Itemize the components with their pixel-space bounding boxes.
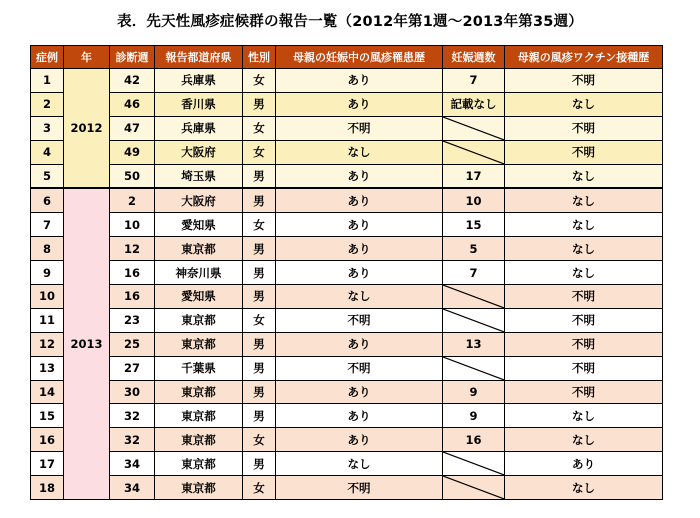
table-row: [31, 213, 663, 237]
cell-prefecture: 香川県: [155, 92, 243, 116]
cell-case: 4: [31, 140, 64, 164]
cell-maternal-history: あり: [276, 261, 443, 285]
cell-prefecture: 埼玉県: [155, 164, 243, 188]
cell-gestation-weeks-na: [443, 140, 505, 164]
cell-maternal-history: あり: [276, 237, 443, 261]
cell-sex: 男: [243, 404, 276, 428]
cell-gestation-weeks: 17: [443, 164, 505, 188]
cell-gestation-weeks: 記載なし: [443, 92, 505, 116]
cell-diagnosis-week: 34: [110, 476, 155, 500]
cell-maternal-vaccine: 不明: [505, 140, 663, 164]
cell-prefecture: 東京都: [155, 380, 243, 404]
cell-maternal-history: あり: [276, 188, 443, 212]
table-row: [31, 356, 663, 380]
cell-maternal-history: あり: [276, 404, 443, 428]
cell-case: 10: [31, 285, 64, 309]
table-row: [31, 164, 663, 188]
cell-maternal-history: 不明: [276, 308, 443, 332]
cell-year: 2012: [64, 69, 110, 189]
cell-gestation-weeks-na: [443, 285, 505, 309]
header-maternal-history: 母親の妊娠中の風疹罹患歴: [276, 46, 443, 69]
diagonal-line-icon: [443, 357, 504, 380]
cell-case: 16: [31, 428, 64, 452]
cell-maternal-vaccine: なし: [505, 428, 663, 452]
cell-diagnosis-week: 32: [110, 428, 155, 452]
cell-maternal-vaccine: なし: [505, 237, 663, 261]
cell-case: 13: [31, 356, 64, 380]
cell-case: 9: [31, 261, 64, 285]
cell-sex: 女: [243, 140, 276, 164]
table-row: [31, 404, 663, 428]
header-row: [31, 46, 663, 69]
diagonal-line-icon: [443, 476, 504, 499]
cell-gestation-weeks: 13: [443, 332, 505, 356]
cell-gestation-weeks: 15: [443, 213, 505, 237]
cell-maternal-vaccine: 不明: [505, 332, 663, 356]
table-row: [31, 140, 663, 164]
cell-maternal-vaccine: 不明: [505, 308, 663, 332]
cell-gestation-weeks: 16: [443, 428, 505, 452]
cell-maternal-vaccine: 不明: [505, 116, 663, 140]
cell-sex: 男: [243, 237, 276, 261]
cell-gestation-weeks-na: [443, 356, 505, 380]
cell-case: 7: [31, 213, 64, 237]
diagonal-line-icon: [443, 452, 504, 475]
cell-maternal-vaccine: 不明: [505, 69, 663, 93]
table-row: [31, 188, 663, 212]
table-row: [31, 476, 663, 500]
cell-case: 14: [31, 380, 64, 404]
cell-sex: 女: [243, 69, 276, 93]
cell-sex: 男: [243, 261, 276, 285]
cell-sex: 女: [243, 308, 276, 332]
cell-prefecture: 東京都: [155, 476, 243, 500]
cell-maternal-vaccine: なし: [505, 476, 663, 500]
cell-case: 6: [31, 188, 64, 212]
diagonal-line-icon: [443, 285, 504, 308]
cell-maternal-vaccine: なし: [505, 213, 663, 237]
cell-prefecture: 大阪府: [155, 140, 243, 164]
cell-prefecture: 千葉県: [155, 356, 243, 380]
cell-case: 8: [31, 237, 64, 261]
cell-diagnosis-week: 12: [110, 237, 155, 261]
cell-gestation-weeks: 9: [443, 380, 505, 404]
cell-diagnosis-week: 16: [110, 261, 155, 285]
cell-sex: 女: [243, 116, 276, 140]
header-case: 症例: [31, 46, 64, 69]
cell-maternal-history: なし: [276, 140, 443, 164]
cell-sex: 男: [243, 92, 276, 116]
cell-sex: 男: [243, 188, 276, 212]
cell-sex: 女: [243, 213, 276, 237]
cell-prefecture: 神奈川県: [155, 261, 243, 285]
cell-maternal-history: なし: [276, 452, 443, 476]
cell-maternal-history: あり: [276, 380, 443, 404]
cell-maternal-vaccine: 不明: [505, 380, 663, 404]
cell-maternal-history: 不明: [276, 476, 443, 500]
cell-gestation-weeks-na: [443, 476, 505, 500]
cell-case: 11: [31, 308, 64, 332]
cell-sex: 男: [243, 356, 276, 380]
cell-gestation-weeks-na: [443, 116, 505, 140]
header-year: 年: [64, 46, 110, 69]
cell-case: 15: [31, 404, 64, 428]
cell-diagnosis-week: 50: [110, 164, 155, 188]
table-row: [31, 92, 663, 116]
diagonal-line-icon: [443, 117, 504, 140]
cell-maternal-history: 不明: [276, 356, 443, 380]
cell-maternal-vaccine: あり: [505, 452, 663, 476]
crs-report-table: [30, 45, 663, 500]
cell-diagnosis-week: 46: [110, 92, 155, 116]
cell-prefecture: 大阪府: [155, 188, 243, 212]
cell-case: 5: [31, 164, 64, 188]
table-row: [31, 308, 663, 332]
cell-case: 3: [31, 116, 64, 140]
cell-maternal-history: あり: [276, 213, 443, 237]
cell-prefecture: 東京都: [155, 237, 243, 261]
cell-sex: 男: [243, 285, 276, 309]
cell-maternal-vaccine: なし: [505, 188, 663, 212]
table-row: [31, 452, 663, 476]
cell-maternal-vaccine: なし: [505, 164, 663, 188]
cell-diagnosis-week: 23: [110, 308, 155, 332]
cell-case: 17: [31, 452, 64, 476]
cell-sex: 男: [243, 452, 276, 476]
cell-prefecture: 東京都: [155, 428, 243, 452]
cell-case: 18: [31, 476, 64, 500]
cell-diagnosis-week: 27: [110, 356, 155, 380]
cell-maternal-history: 不明: [276, 116, 443, 140]
table-row: [31, 237, 663, 261]
header-diagnosis-week: 診断週: [110, 46, 155, 69]
cell-diagnosis-week: 10: [110, 213, 155, 237]
table-row: [31, 380, 663, 404]
cell-sex: 女: [243, 428, 276, 452]
cell-gestation-weeks-na: [443, 308, 505, 332]
cell-sex: 男: [243, 164, 276, 188]
cell-maternal-history: あり: [276, 92, 443, 116]
cell-sex: 男: [243, 380, 276, 404]
cell-case: 2: [31, 92, 64, 116]
cell-maternal-vaccine: 不明: [505, 356, 663, 380]
cell-maternal-vaccine: なし: [505, 404, 663, 428]
table-row: [31, 69, 663, 93]
cell-sex: 男: [243, 332, 276, 356]
table-title: 表．先天性風疹症候群の報告一覧（2012年第1週〜2013年第35週）: [117, 14, 583, 30]
header-maternal-vaccine: 母親の風疹ワクチン接種歴: [505, 46, 663, 69]
cell-maternal-history: なし: [276, 285, 443, 309]
cell-gestation-weeks: 5: [443, 237, 505, 261]
cell-maternal-vaccine: 不明: [505, 285, 663, 309]
table-body: [31, 69, 663, 500]
table-row: [31, 261, 663, 285]
cell-maternal-vaccine: なし: [505, 261, 663, 285]
cell-diagnosis-week: 2: [110, 188, 155, 212]
cell-diagnosis-week: 34: [110, 452, 155, 476]
header-prefecture: 報告都道府県: [155, 46, 243, 69]
cell-diagnosis-week: 32: [110, 404, 155, 428]
table-row: [31, 332, 663, 356]
table-row: [31, 285, 663, 309]
diagonal-line-icon: [443, 309, 504, 332]
cell-case: 12: [31, 332, 64, 356]
cell-case: 1: [31, 69, 64, 93]
cell-maternal-history: あり: [276, 69, 443, 93]
cell-prefecture: 東京都: [155, 404, 243, 428]
cell-gestation-weeks: 7: [443, 261, 505, 285]
cell-gestation-weeks: 10: [443, 188, 505, 212]
cell-prefecture: 兵庫県: [155, 69, 243, 93]
cell-prefecture: 兵庫県: [155, 116, 243, 140]
header-sex: 性別: [243, 46, 276, 69]
cell-prefecture: 東京都: [155, 332, 243, 356]
cell-diagnosis-week: 42: [110, 69, 155, 93]
cell-prefecture: 東京都: [155, 308, 243, 332]
cell-gestation-weeks: 9: [443, 404, 505, 428]
cell-diagnosis-week: 47: [110, 116, 155, 140]
cell-diagnosis-week: 25: [110, 332, 155, 356]
table-row: [31, 116, 663, 140]
table-row: [31, 428, 663, 452]
cell-sex: 女: [243, 476, 276, 500]
cell-maternal-history: あり: [276, 164, 443, 188]
cell-maternal-vaccine: なし: [505, 92, 663, 116]
diagonal-line-icon: [443, 141, 504, 164]
cell-gestation-weeks-na: [443, 452, 505, 476]
cell-diagnosis-week: 49: [110, 140, 155, 164]
cell-gestation-weeks: 7: [443, 69, 505, 93]
header-gestation-weeks: 妊娠週数: [443, 46, 505, 69]
cell-maternal-history: あり: [276, 332, 443, 356]
cell-prefecture: 愛知県: [155, 285, 243, 309]
cell-prefecture: 東京都: [155, 452, 243, 476]
cell-prefecture: 愛知県: [155, 213, 243, 237]
cell-year: 2013: [64, 188, 110, 499]
cell-maternal-history: あり: [276, 428, 443, 452]
cell-diagnosis-week: 30: [110, 380, 155, 404]
cell-diagnosis-week: 16: [110, 285, 155, 309]
